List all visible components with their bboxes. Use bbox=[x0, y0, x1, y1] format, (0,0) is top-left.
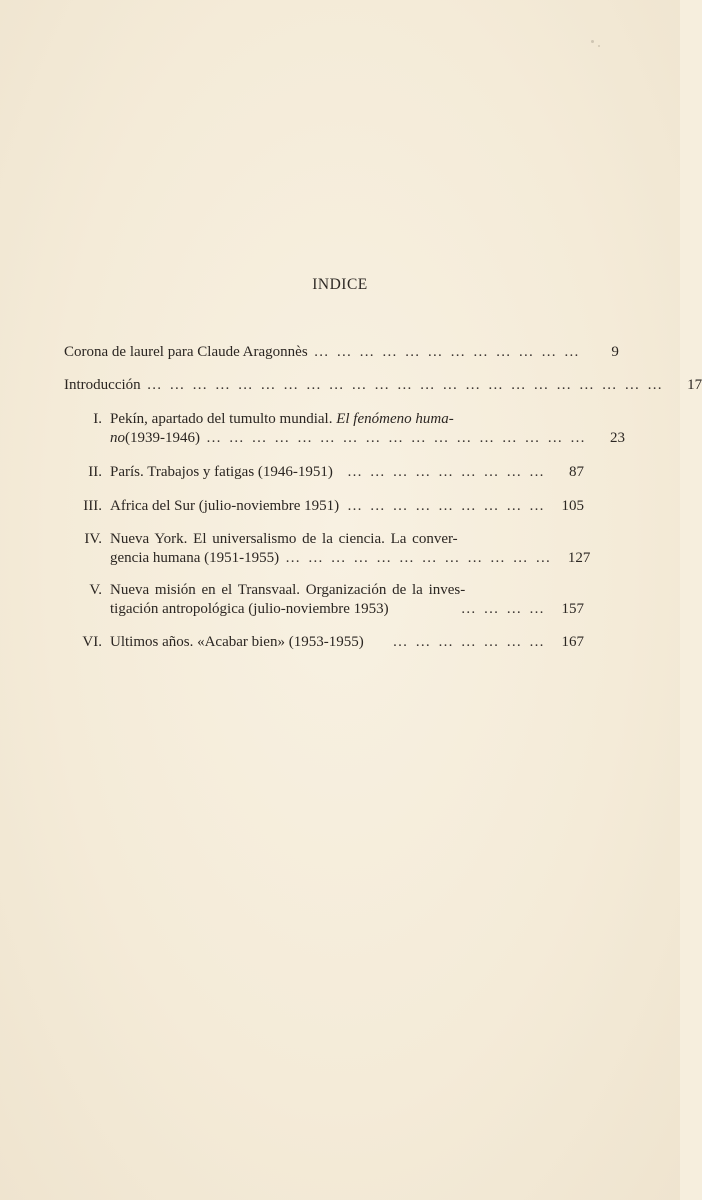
toc-entry-page: 105 bbox=[561, 498, 584, 514]
toc-entry bbox=[64, 530, 591, 568]
toc-entry-title-cont: gencia humana (1951-1955) bbox=[110, 550, 280, 566]
toc-entry-title-italic: no bbox=[110, 430, 125, 446]
toc-entry bbox=[64, 497, 584, 516]
paper-speck bbox=[598, 45, 600, 47]
toc-entry-page: 23 bbox=[610, 430, 625, 446]
chapter-number: IV. bbox=[84, 531, 102, 547]
toc-entry-page: 9 bbox=[611, 344, 619, 360]
chapter-number: V. bbox=[89, 582, 102, 598]
leader-dots: … … … … … … … … … bbox=[347, 498, 546, 514]
leader-dots: … … … … … … … … … … … … bbox=[285, 550, 553, 566]
leader-dots: … … … … … … … … … bbox=[347, 464, 546, 480]
toc-entry-page: 17 bbox=[687, 377, 702, 393]
toc-entry-title: Corona de laurel para Claude Aragonnès bbox=[64, 344, 308, 360]
toc-entry bbox=[64, 581, 584, 619]
chapter-number: VI. bbox=[82, 634, 102, 650]
toc-entry-title: Africa del Sur (julio-noviembre 1951) bbox=[110, 498, 340, 514]
toc-entry-title-italic: El fenómeno huma- bbox=[336, 411, 454, 427]
toc-entry-page: 157 bbox=[561, 601, 584, 617]
toc-entry-title-part: (1939-1946) bbox=[125, 430, 200, 446]
toc-entry-title: París. Trabajos y fatigas (1946-1951) bbox=[110, 464, 333, 480]
leader-dots: … … … … bbox=[460, 601, 546, 617]
chapter-number: II. bbox=[88, 464, 102, 480]
toc-entry-title: Nueva York. El universalismo de la ciencia. La conver- bbox=[110, 531, 458, 547]
toc-entry bbox=[64, 463, 584, 482]
toc-entry bbox=[64, 376, 702, 395]
paper-speck bbox=[591, 40, 594, 43]
toc-entry bbox=[64, 410, 625, 448]
page-title: INDICE bbox=[312, 276, 368, 293]
chapter-number: I. bbox=[93, 411, 102, 427]
toc-entry-title-cont: tigación antropológica (julio-noviembre 1953) bbox=[110, 601, 389, 617]
toc-entry-page: 87 bbox=[569, 464, 584, 480]
toc-entry bbox=[64, 633, 584, 652]
chapter-number: III. bbox=[83, 498, 102, 514]
toc-entry-page: 167 bbox=[561, 634, 584, 650]
leader-dots: … … … … … … … … … … … … … … … … … bbox=[206, 430, 587, 446]
leader-dots: … … … … … … … bbox=[392, 634, 546, 650]
toc-entry bbox=[64, 343, 619, 362]
leader-dots: … … … … … … … … … … … … … … … … … … … … … … … bbox=[146, 377, 665, 393]
leader-dots: … … … … … … … … … … … … bbox=[313, 344, 581, 360]
toc-entry-title-part: Pekín, apartado del tumulto mundial. bbox=[110, 411, 337, 427]
toc-entry-title: Ultimos años. «Acabar bien» (1953-1955) bbox=[110, 634, 364, 650]
toc-entry-title: Nueva misión en el Transvaal. Organización de la inves- bbox=[110, 582, 466, 598]
toc-entry-page: 127 bbox=[567, 550, 591, 566]
toc-entry-title: Introducción bbox=[64, 377, 141, 393]
